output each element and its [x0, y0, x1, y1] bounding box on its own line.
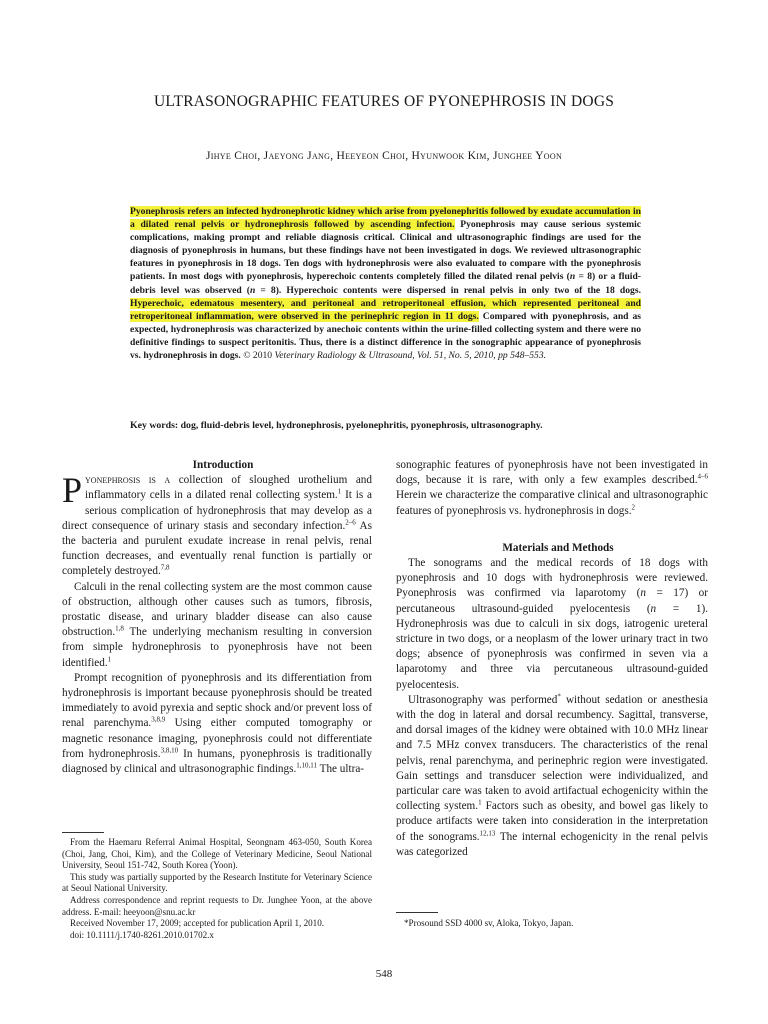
footnote-doi: doi: 10.1111/j.1740-8261.2010.01702.x — [70, 929, 214, 940]
methods-p2-text-b: without sedation or anesthesia with the dog in lateral and dorsal recumbency. Sagittal, transverse, and dorsal images of the kidney were obtained with 10.0 MHz linear and 7.5 MHz convex transducers. The characteristics of the renal pelvis, renal parenchyma, and perinephric region were investigated. Gain settings and transducer selection were individualized, and particular care was taken to avoid artifactual echogenicity within the collecting system. — [396, 693, 709, 813]
footnote-correspondence: Address correspondence and reprint requests to Dr. Junghee Yoon, at the above address. E-mail: heeyoon@snu.ac.kr — [62, 894, 372, 917]
citation-sup: 4–6 — [697, 472, 708, 481]
author-list: Jihye Choi, Jaeyong Jang, Heeyeon Choi, Hyunwook Kim, Junghee Yoon — [205, 150, 563, 162]
methods-n-1: n — [640, 587, 647, 600]
abstract-n-2: n — [249, 284, 256, 296]
intro-continuation — [396, 458, 708, 519]
methods-p2-text-a: Ultrasonography was performed — [408, 693, 558, 706]
intro-p2-text-b: The underlying mechanism resulting in conversion from simple hydronephrosis to pyonephrosis have not been identified. — [62, 626, 372, 669]
citation-sup: 1 — [107, 654, 112, 663]
page-number: 548 — [375, 968, 393, 980]
intro-p3-text-b: Using either computed tomography or magnetic resonance imaging, pyonephrosis could not differentiate from hydronephrosis. — [62, 717, 372, 760]
citation-sup: 1 — [478, 798, 482, 807]
methods-n-2: n — [650, 602, 657, 615]
abstract-text-3: = 8). Hyperechoic contents were dispersed in renal pelvis in only two of the 18 dogs. — [255, 284, 641, 296]
equipment-footnote: *Prosound SSD 4000 sv, Aloka, Tokyo, Japan. — [404, 918, 574, 928]
abstract-text-4: Compared with pyonephrosis, and as expected, hydronephrosis was characterized by anechoic contents within the urine-filled collecting system and there were no definitive findings to suspect peritonitis. Thus, there is a distinct difference in the sonographic appearance of pyonephrosis vs. hydronephrosis in dogs. — [130, 310, 642, 362]
methods-p1-text-b: = 17) or percutaneous ultrasound-guided pyelocentesis ( — [396, 587, 708, 615]
intro-paragraph-2 — [62, 580, 372, 671]
intro-lead-caps: yonephrosis is a — [85, 474, 171, 487]
right-column — [396, 458, 708, 860]
left-column — [62, 458, 372, 777]
methods-p2-text-c: Factors such as obesity, and bowel gas likely to produce artifacts were taken into consideration in the interpretation of the sonograms. — [396, 800, 708, 843]
abstract — [130, 205, 641, 362]
abstract-text-2: = 8) or a fluid-debris level was observed ( — [130, 271, 641, 296]
methods-p2-text-d: The internal echogenicity in the renal pelvis was categorized — [396, 830, 709, 858]
footnote-rule — [396, 912, 438, 913]
intro-cont-text-b: Herein we characterize the comparative clinical and ultrasonographic features of pyonephrosis vs. hydronephrosis in dogs. — [396, 489, 708, 517]
intro-p2-text-a: Calculi in the renal collecting system are the most common cause of obstruction, although other causes such as tumors, fibrosis, prostatic disease, and urinary bladder disease can also cause obstruction. — [62, 580, 372, 639]
introduction-heading: Introduction — [192, 459, 254, 471]
intro-paragraph-3 — [62, 671, 372, 777]
intro-paragraph-1 — [62, 470, 372, 579]
intro-p1-text-c: As the bacteria and purulent exudate increase in renal pelvis, renal function decreases, and eventually renal function is partially or completely destroyed. — [62, 519, 372, 578]
citation-sup: 1 — [337, 487, 342, 496]
footnote-marker: * — [557, 692, 561, 701]
footnote-rule — [62, 832, 104, 833]
abstract-citation: Veterinary Radiology & Ultrasound, Vol. 51, No. 5, 2010, pp 548–553. — [274, 350, 547, 362]
citation-sup: 1,8 — [115, 624, 124, 633]
footnote-affiliation: From the Haemaru Referral Animal Hospital, Seongnam 463-050, South Korea (Choi, Jang, Choi, Kim), and the College of Veterinary Medicine, Seoul National University, Seoul 151-742, South Korea (Yoon). — [62, 837, 372, 871]
abstract-n-1: n — [569, 271, 576, 283]
right-column-footnote — [396, 912, 708, 928]
abstract-highlight-1: Pyonephrosis refers an infected hydronephrotic kidney which arise from pyelonephritis followed by exudate accumulation in a dilated renal pelvis or hydronephrosis followed by ascending infection. — [130, 206, 641, 231]
intro-p1-text-b: It is a serious complication of hydronephrosis that may develop as a direct consequence of urinary stasis and secondary infection. — [62, 489, 372, 532]
footnote-support: This study was partially supported by the Research Institute for Veterinary Science at Seoul National University. — [62, 871, 372, 894]
footnote-received: Received November 17, 2009; accepted for publication April 1, 2010. — [70, 918, 325, 929]
citation-sup: 2 — [631, 502, 636, 511]
citation-sup: 1,10,11 — [296, 761, 318, 770]
methods-p1-text-c: = 1). Hydronephrosis was due to calculi in six dogs, iatrogenic ureteral stricture in two dogs, or a neoplasm of the lower urinary tract in two dogs; absence of pyonephrosis was confirmed in seven via a laparotomy and three via percutaneous ultrasound-guided pyelocentesis. — [396, 602, 708, 691]
methods-paragraph-2 — [396, 693, 708, 860]
abstract-text-1: Pyonephrosis may cause serious systemic complications, making prompt and reliable diagnosis critical. Clinical and ultrasonographic findings are used for the diagnosis of pyonephrosis in humans, but these findings have not been investigated in dogs. We reviewed ultrasonographic features in pyonephrosis in 18 dogs. Ten dogs with hydronephrosis were also evaluated to compare with the pyonephrosis patients. In most dogs with pyonephrosis, hyperechoic contents completely filled the dilated renal pelvis ( — [130, 219, 641, 283]
citation-sup: 3,8,10 — [160, 746, 179, 755]
abstract-highlight-2: Hyperechoic, edematous mesentery, and peritoneal and retroperitoneal effusion, which represented peritoneal and retroperitoneal inflammation, were observed in the perinephric region in 11 dogs. — [130, 297, 641, 322]
intro-p3-text-c: In humans, pyonephrosis is traditionally diagnosed by clinical and ultrasonographic findings. — [62, 747, 372, 776]
article-title: ULTRASONOGRAPHIC FEATURES OF PYONEPHROSIS IN DOGS — [153, 93, 615, 110]
drop-cap: P — [62, 470, 83, 511]
citation-sup: 12,13 — [479, 828, 496, 837]
citation-sup: 2–6 — [345, 518, 356, 527]
first-page-footnotes — [62, 832, 372, 941]
methods-paragraph-1 — [396, 556, 708, 693]
intro-p3-text-d: The ultra- — [317, 763, 365, 776]
methods-heading: Materials and Methods — [502, 541, 614, 554]
keywords: Key words: dog, fluid-debris level, hydronephrosis, pyelonephritis, pyonephrosis, ultrasonography. — [130, 420, 543, 431]
intro-cont-text-a: sonographic features of pyonephrosis have not been investigated in dogs, because it is rare, with only a few examples described. — [396, 459, 708, 487]
citation-sup: 3,8,9 — [151, 715, 166, 724]
abstract-copyright: © 2010 — [240, 350, 275, 362]
methods-p1-text-a: The sonograms and the medical records of 18 dogs with pyonephrosis and 10 dogs with hydronephrosis were reviewed. Pyonephrosis was confirmed via laparotomy ( — [396, 557, 708, 600]
citation-sup: 7,8 — [160, 563, 170, 572]
intro-p3-text-a: Prompt recognition of pyonephrosis and its differentiation from hydronephrosis is important because pyonephrosis should be treated immediately to avoid pyrexia and septic shock and/or prevent loss of renal parenchyma. — [62, 671, 372, 730]
intro-p1-text-a: collection of sloughed urothelium and inflammatory cells in a dilated renal collecting system. — [85, 474, 372, 502]
